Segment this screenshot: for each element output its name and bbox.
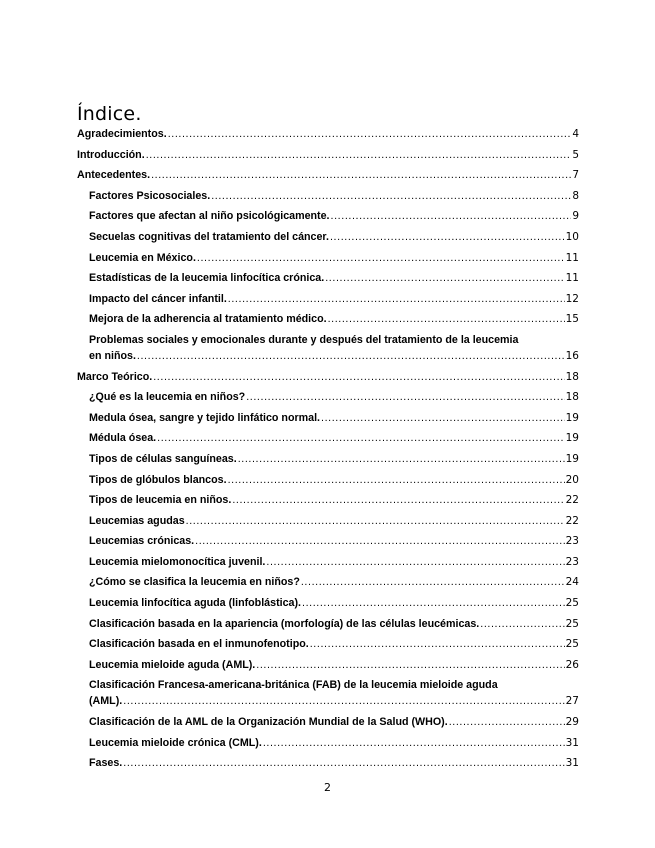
toc-page-number: 25 (565, 597, 579, 610)
toc-entry-title: Medula ósea, sangre y tejido linfático normal. (89, 411, 321, 424)
toc-dot-leader (146, 147, 572, 163)
toc-page-number: 10 (565, 230, 579, 243)
toc-title: Índice. (77, 103, 142, 125)
toc-entry[interactable] (89, 533, 579, 549)
toc-entry-title: Leucemia en México. (89, 251, 196, 264)
table-of-contents (77, 126, 579, 776)
toc-entry[interactable] (89, 616, 579, 632)
toc-page-number: 25 (565, 617, 579, 630)
toc-entry[interactable] (89, 332, 579, 364)
toc-entry-title: ¿Cómo se clasifica la leucemia en niños? (89, 576, 300, 589)
toc-page-number: 23 (565, 555, 579, 568)
toc-entry-title: Secuelas cognitivas del tratamiento del cáncer. (89, 230, 329, 243)
toc-dot-leader (123, 693, 564, 709)
toc-dot-leader (310, 636, 565, 652)
toc-entry-title: Tipos de glóbulos blancos. (89, 473, 227, 486)
toc-dot-leader (263, 735, 565, 751)
toc-entry[interactable] (89, 208, 579, 224)
toc-dot-leader (480, 616, 564, 632)
toc-dot-leader (330, 229, 565, 245)
toc-page-number: 20 (565, 473, 579, 486)
toc-entry-title: (AML). (89, 695, 123, 708)
toc-page-number: 7 (572, 169, 579, 182)
toc-entry-title: Leucemia mielomonocítica juvenil. (89, 555, 266, 568)
toc-entry-title: Impacto del cáncer infantil. (89, 292, 227, 305)
toc-page-number: 12 (565, 292, 579, 305)
toc-page-number: 9 (572, 210, 579, 223)
toc-dot-leader (232, 492, 564, 508)
toc-entry[interactable] (89, 229, 579, 245)
toc-entry-title: Clasificación Francesa-americana-británica (FAB) de la leucemia mieloide aguda (89, 679, 498, 692)
toc-entry[interactable] (89, 311, 579, 327)
toc-entry-title: Antecedentes. (77, 169, 151, 182)
toc-page-number: 24 (565, 576, 579, 589)
toc-page-number: 18 (565, 370, 579, 383)
toc-dot-leader (246, 389, 564, 405)
toc-dot-leader (321, 410, 565, 426)
toc-page-number: 18 (565, 391, 579, 404)
toc-entry-title: Problemas sociales y emocionales durante y después del tratamiento de la leucemia (89, 333, 519, 346)
toc-page-number: 27 (565, 695, 579, 708)
toc-entry-title: Leucemia mieloide crónica (CML). (89, 736, 262, 749)
toc-entry-title: Factores que afectan al niño psicológicamente. (89, 210, 330, 223)
toc-entry[interactable] (89, 291, 579, 307)
toc-page-number: 31 (565, 757, 579, 770)
toc-entry[interactable] (77, 167, 579, 183)
toc-entry-title: Agradecimientos. (77, 128, 167, 140)
toc-entry-continuation (89, 348, 579, 364)
toc-entry-title: Médula ósea. (89, 432, 157, 445)
toc-page-number: 19 (565, 432, 579, 445)
toc-dot-leader (123, 755, 564, 771)
toc-page-number: 26 (565, 658, 579, 671)
toc-page-number: 4 (572, 128, 579, 140)
toc-entry[interactable] (89, 574, 579, 590)
toc-entry[interactable] (89, 472, 579, 488)
toc-dot-leader (186, 513, 565, 529)
toc-entry-title: Clasificación basada en la apariencia (morfología) de las células leucémicas. (89, 617, 480, 630)
toc-page-number: 19 (565, 411, 579, 424)
toc-dot-leader (238, 451, 565, 467)
toc-dot-leader (301, 574, 565, 590)
toc-page-number: 11 (565, 272, 579, 285)
toc-dot-leader (157, 430, 565, 446)
toc-entry[interactable] (89, 714, 579, 730)
toc-entry[interactable] (89, 451, 579, 467)
toc-entry-title: Fases. (89, 757, 123, 770)
toc-entry[interactable] (89, 188, 579, 204)
toc-dot-leader (266, 554, 564, 570)
toc-entry-title: Clasificación de la AML de la Organización Mundial de la Salud (WHO). (89, 716, 448, 729)
toc-entry-continuation (89, 693, 579, 709)
toc-entry[interactable] (77, 147, 579, 163)
toc-dot-leader (151, 167, 571, 183)
toc-dot-leader (153, 369, 564, 385)
toc-entry[interactable] (89, 389, 579, 405)
toc-entry-title: Tipos de leucemia en niños. (89, 494, 232, 507)
toc-page-number: 11 (565, 251, 579, 264)
toc-dot-leader (331, 208, 572, 224)
toc-dot-leader (137, 348, 565, 364)
toc-entry[interactable] (89, 755, 579, 771)
toc-dot-leader (197, 250, 565, 266)
toc-entry[interactable] (89, 677, 579, 709)
toc-dot-leader (328, 311, 565, 327)
toc-page-number: 16 (565, 349, 579, 362)
toc-entry-title: Factores Psicosociales. (89, 189, 211, 202)
toc-entry[interactable] (89, 554, 579, 570)
toc-entry[interactable] (77, 126, 579, 142)
toc-entry-title: Introducción. (77, 148, 145, 161)
toc-page-number: 31 (565, 736, 579, 749)
toc-entry[interactable] (77, 369, 579, 385)
toc-entry-title: Tipos de células sanguíneas. (89, 452, 237, 465)
toc-entry-title: Marco Teórico. (77, 370, 153, 383)
toc-entry[interactable] (89, 270, 579, 286)
toc-entry-title: Estadísticas de la leucemia linfocítica crónica. (89, 272, 325, 285)
toc-entry[interactable] (89, 657, 579, 673)
toc-dot-leader (256, 657, 564, 673)
toc-page-number: 23 (565, 535, 579, 548)
toc-entry-title: Leucemia linfocítica aguda (linfoblástica). (89, 597, 302, 610)
toc-dot-leader (211, 188, 571, 204)
toc-page-number: 5 (572, 148, 579, 161)
toc-dot-leader (168, 126, 572, 142)
page-number: 2 (324, 781, 331, 794)
toc-page-number: 19 (565, 452, 579, 465)
toc-entry[interactable] (89, 430, 579, 446)
toc-page-number: 29 (565, 716, 579, 729)
toc-entry-title: Clasificación basada en el inmunofenotipo. (89, 638, 309, 651)
toc-entry-title: Leucemia mieloide aguda (AML). (89, 658, 256, 671)
toc-entry[interactable] (89, 250, 579, 266)
toc-entry-title: ¿Qué es la leucemia en niños? (89, 391, 246, 404)
toc-entry-title: en niños. (89, 349, 136, 362)
toc-dot-leader (449, 714, 565, 730)
toc-dot-leader (302, 595, 565, 611)
toc-entry[interactable] (89, 492, 579, 508)
toc-dot-leader (228, 472, 565, 488)
toc-entry[interactable] (89, 410, 579, 426)
toc-entry-title: Mejora de la adherencia al tratamiento médico. (89, 313, 327, 326)
toc-entry[interactable] (89, 513, 579, 529)
toc-entry-title: Leucemias agudas (89, 514, 185, 527)
toc-entry[interactable] (89, 636, 579, 652)
toc-page-number: 22 (565, 514, 579, 527)
toc-dot-leader (325, 270, 564, 286)
toc-entry[interactable] (89, 735, 579, 751)
toc-page-number: 8 (572, 189, 579, 202)
toc-entry[interactable] (89, 595, 579, 611)
toc-dot-leader (195, 533, 564, 549)
toc-page-number: 25 (565, 638, 579, 651)
toc-page-number: 15 (565, 313, 579, 326)
toc-page-number: 22 (565, 494, 579, 507)
toc-entry-title: Leucemias crónicas. (89, 535, 195, 548)
toc-dot-leader (228, 291, 565, 307)
